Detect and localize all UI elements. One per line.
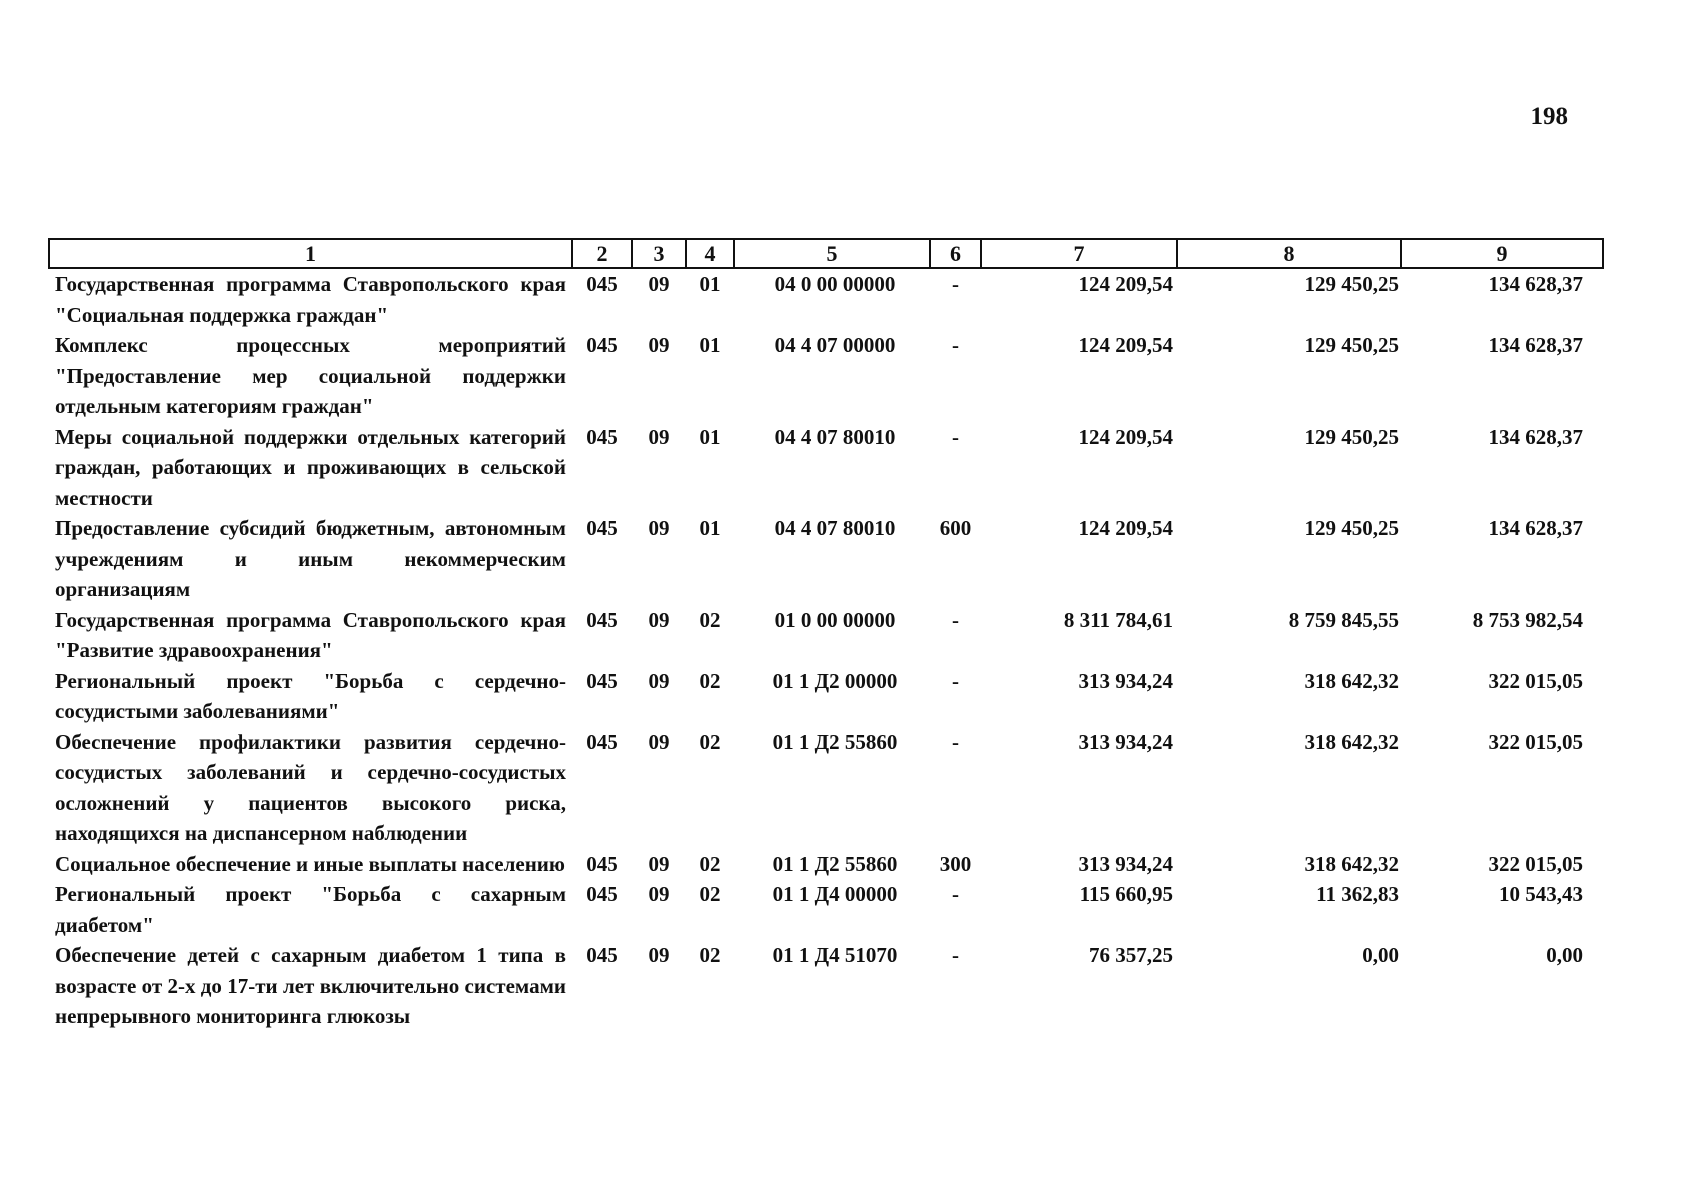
row-subsection-code: 02 [699,668,721,693]
row-amount-col7: 313 934,24 [1078,668,1173,693]
row-target-code: 01 1 Д2 00000 [772,668,898,693]
table-row [49,605,1603,666]
row-ministry-code: 045 [586,333,618,357]
row-expense-type: 600 [939,516,972,540]
row-ministry-code: 045 [586,424,618,449]
row-section-code: 09 [648,333,670,357]
row-amount-col8: 0,00 [1362,943,1399,967]
row-section-code: 09 [648,272,670,296]
row-ministry-code: 045 [586,272,618,296]
header-col-1: 1 [49,239,572,268]
table-row [49,513,1603,605]
table-row [49,879,1603,940]
row-expense-type: - [952,424,959,449]
row-amount-col9: 134 628,37 [1488,516,1583,540]
row-name: Региональный проект "Борьба с сахарным диабетом" [55,882,566,937]
row-target-code: 04 4 07 80010 [774,424,896,449]
row-section-code: 09 [648,607,670,632]
row-amount-col8: 11 362,83 [1316,882,1399,906]
row-amount-col7: 313 934,24 [1078,851,1173,876]
row-name: Комплекс процессных мероприятий "Предоставление мер социальной поддержки отдельным категориям граждан" [55,333,566,418]
row-target-code: 01 1 Д2 55860 [772,729,898,754]
row-subsection-code: 01 [699,333,721,357]
header-col-2: 2 [572,239,632,268]
header-col-8: 8 [1177,239,1401,268]
table-header [49,239,1603,268]
row-section-code: 09 [648,424,670,449]
row-amount-col7: 115 660,95 [1079,882,1173,906]
row-subsection-code: 01 [699,516,721,540]
table-row [49,666,1603,727]
row-amount-col8: 129 450,25 [1304,272,1399,296]
row-amount-col8: 129 450,25 [1304,424,1399,449]
row-expense-type: 300 [939,851,972,876]
row-subsection-code: 02 [699,607,721,632]
row-ministry-code: 045 [586,668,618,693]
row-amount-col8: 129 450,25 [1304,516,1399,540]
row-expense-type: - [952,607,959,632]
row-amount-col7: 124 209,54 [1078,333,1173,357]
row-name: Предоставление субсидий бюджетным, автономным учреждениям и иным некоммерческим организациям [55,516,566,601]
row-amount-col9: 10 543,43 [1499,882,1583,906]
header-row [49,239,1603,268]
table-row [49,268,1603,330]
row-ministry-code: 045 [586,607,618,632]
row-expense-type: - [952,333,959,357]
row-target-code: 04 4 07 00000 [774,333,896,357]
row-expense-type: - [952,882,959,906]
row-amount-col9: 322 015,05 [1488,668,1583,693]
row-section-code: 09 [648,729,670,754]
row-amount-col9: 134 628,37 [1488,272,1583,296]
row-name: Обеспечение профилактики развития сердечно-сосудистых заболеваний и сердечно-сосудистых осложнений у пациентов высокого риска, находящихся на диспансерном наблюдении [55,729,566,845]
row-target-code: 01 1 Д4 51070 [772,943,898,967]
row-amount-col7: 124 209,54 [1078,516,1173,540]
row-amount-col9: 134 628,37 [1488,333,1583,357]
row-amount-col8: 129 450,25 [1304,333,1399,357]
row-target-code: 01 0 00 00000 [774,607,896,632]
row-name: Обеспечение детей с сахарным диабетом 1 типа в возрасте от 2-х до 17-ти лет включительно системами непрерывного мониторинга глюкозы [55,943,566,1028]
row-expense-type: - [952,272,959,296]
row-amount-col9: 134 628,37 [1488,424,1583,449]
table-row [49,727,1603,849]
row-ministry-code: 045 [586,516,618,540]
row-amount-col7: 8 311 784,61 [1063,607,1173,632]
row-amount-col8: 318 642,32 [1304,851,1399,876]
row-ministry-code: 045 [586,851,618,876]
header-col-6: 6 [930,239,981,268]
page-number: 198 [1530,103,1568,130]
row-expense-type: - [952,943,959,967]
header-col-3: 3 [632,239,686,268]
row-amount-col7: 124 209,54 [1078,272,1173,296]
row-ministry-code: 045 [586,943,618,967]
row-amount-col8: 318 642,32 [1304,668,1399,693]
table-body [49,268,1603,1032]
row-name: Государственная программа Ставропольского края "Развитие здравоохранения" [55,607,566,662]
header-col-9: 9 [1401,239,1603,268]
row-amount-col9: 0,00 [1546,943,1583,967]
row-amount-col7: 313 934,24 [1078,729,1173,754]
row-subsection-code: 02 [699,943,721,967]
table-row [49,849,1603,880]
table-row [49,422,1603,514]
row-subsection-code: 01 [699,424,721,449]
row-name: Социальное обеспечение и иные выплаты населению [55,851,565,876]
row-target-code: 04 0 00 00000 [774,272,896,296]
row-amount-col9: 8 753 982,54 [1472,607,1583,632]
row-section-code: 09 [648,516,670,540]
row-amount-col8: 8 759 845,55 [1288,607,1399,632]
row-section-code: 09 [648,882,670,906]
row-amount-col9: 322 015,05 [1488,729,1583,754]
row-expense-type: - [952,729,959,754]
row-ministry-code: 045 [586,729,618,754]
header-col-7: 7 [981,239,1177,268]
row-subsection-code: 02 [699,882,721,906]
row-expense-type: - [952,668,959,693]
table-row [49,940,1603,1032]
row-section-code: 09 [648,943,670,967]
row-section-code: 09 [648,668,670,693]
row-amount-col7: 124 209,54 [1078,424,1173,449]
row-target-code: 01 1 Д4 00000 [772,882,898,906]
row-ministry-code: 045 [586,882,618,906]
row-amount-col7: 76 357,25 [1089,943,1173,967]
row-subsection-code: 02 [699,729,721,754]
row-name: Региональный проект "Борьба с сердечно-сосудистыми заболеваниями" [55,668,566,723]
header-col-5: 5 [734,239,930,268]
row-target-code: 01 1 Д2 55860 [772,851,898,876]
row-name: Меры социальной поддержки отдельных категорий граждан, работающих и проживающих в сельской местности [55,424,566,510]
header-col-4: 4 [686,239,734,268]
row-amount-col8: 318 642,32 [1304,729,1399,754]
row-subsection-code: 01 [699,272,721,296]
table-row [49,330,1603,422]
row-target-code: 04 4 07 80010 [774,516,896,540]
row-amount-col9: 322 015,05 [1488,851,1583,876]
budget-table [48,238,1604,1032]
row-subsection-code: 02 [699,851,721,876]
row-name: Государственная программа Ставропольского края "Социальная поддержка граждан" [55,272,566,327]
row-section-code: 09 [648,851,670,876]
